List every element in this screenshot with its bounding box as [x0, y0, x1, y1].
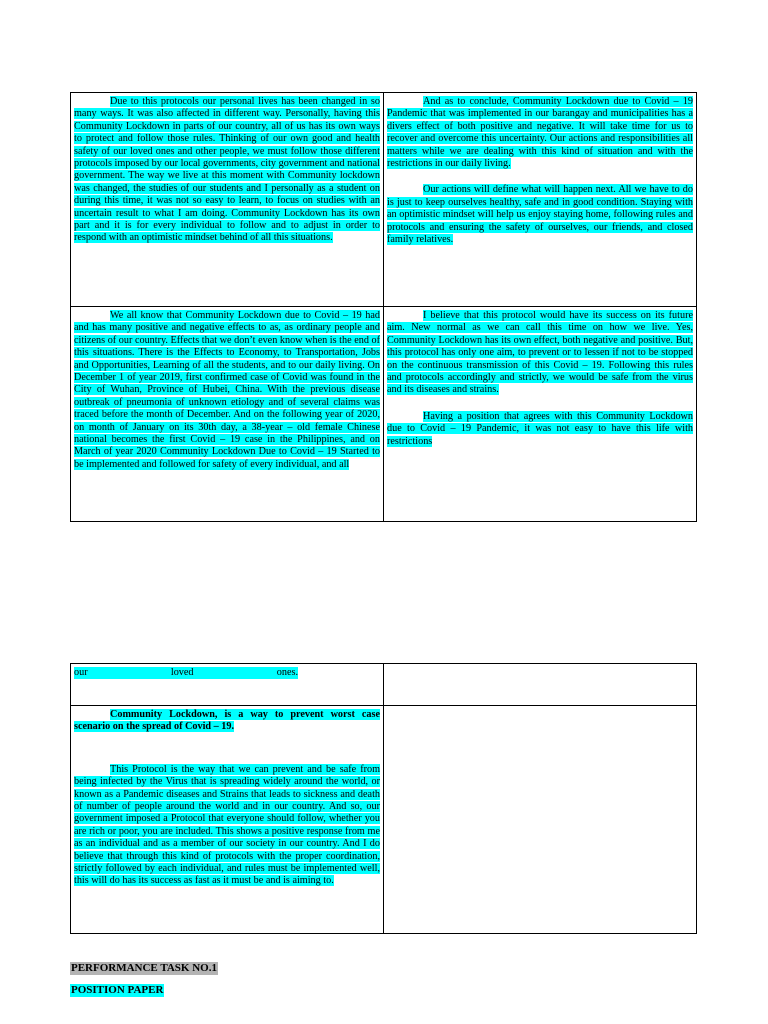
position-paper-label: POSITION PAPER — [71, 984, 164, 996]
paragraph-belief: I believe that this protocol would have its success on its future aim. New normal as we can call this time on how we live. Yes, Community Lockdown has its own effect, both negative and positive. But, this protocol has only one aim, to prevent or to lessen if not to be stopped on the continuous transmission of this Covid – 19. Following this rules and protocols accordingly and strictly, we would be safe from the virus and its diseases and strains. — [387, 310, 693, 396]
table-row — [71, 307, 697, 522]
table-row — [71, 93, 697, 307]
table-row — [71, 664, 697, 706]
word: loved — [170, 667, 194, 678]
paragraph-position: Having a position that agrees with this Community Lockdown due to Covid – 19 Pandemic, it was not easy to have this life with restrictions — [387, 410, 693, 447]
performance-task-label: PERFORMANCE TASK NO.1 — [71, 962, 217, 974]
word: our — [74, 667, 88, 678]
table-row — [71, 706, 697, 934]
word: ones. — [276, 667, 298, 678]
continued-line — [74, 667, 298, 679]
table-cell — [71, 307, 384, 522]
table-cell — [71, 93, 384, 307]
content-table-1 — [70, 92, 697, 522]
table-cell — [384, 93, 697, 307]
paragraph-conclusion: And as to conclude, Community Lockdown due to Covid – 19 Pandemic that was implemented in our barangay and municipalities has a divers effect of both positive and negative. It will take time for us to recover and overcome this uncertainty. Our actions and responsibilities all matters while we are dealing with this kind of situation and with the restrictions in our daily living. — [387, 96, 693, 170]
paragraph-effects-on-lives: Due to this protocols our personal lives has been changed in so many ways. It was also affected in different way. Personally, having this Community Lockdown in parts of our country, all of us has its own ways to protect and follow those rules. Thinking of our own good and health safety of our loved ones and other people, we must follow those different protocols imposed by our local governments, city government and national government. The way we live at this moment with Community lockdown was changed, the studies of our students and I personally as a student on during this time, it was not so easy to learn, to focus on studies with an uncertain result to what I am doing. Community Lockdown has its own part and it is for every individual to follow and to adjust in order to respond with an optimistic mindset behind of all this situations. — [74, 96, 380, 244]
section-heading: Community Lockdown, is a way to prevent worst case scenario on the spread of Covid – 19. — [74, 709, 380, 733]
paragraph-our-actions: Our actions will define what will happen next. All we have to do is just to keep ourselves healthy, safe and in good condition. Staying with an optimistic mindset will help us enjoy staying home, following rules and protocols and ensuring the safety of ourselves, our friends, and closed family relatives. — [387, 184, 693, 246]
table-cell — [384, 307, 697, 522]
table-cell-empty — [384, 664, 697, 706]
table-cell — [71, 664, 384, 706]
table-cell — [71, 706, 384, 934]
paragraph-background: We all know that Community Lockdown due to Covid – 19 had and has many positive and negative effects to as, as ordinary people and citizens of our country. Effects that we don’t even know when is the end of this situations. There is the Effects to Economy, to Transportation, Jobs and Opportunities, Learning of all the students, and to our daily living. On December 1 of year 2019, first confirmed case of Covid was found in the City of Wuhan, Province of Hubei, China. With the previous disease outbreak of pneumonia of unknown etiology and of several claims was traced before the month of December. And on the following year of 2020, on month of January on its 30th day, a 38-year – old female Chinese national becomes the first Covid – 19 case in the Philippines, and on March of year 2020 Community Lockdown Due to Covid – 19 Started to be implemented and followed for safety of every individual, and all — [74, 310, 380, 470]
paragraph-protocol: This Protocol is the way that we can prevent and be safe from being infected by the Virus that is spreading widely around the world, or known as a Pandemic diseases and Strains that leads to sickness and death of number of people around the world and in our country. And so, our government imposed a Protocol that everyone should follow, whether you are rich or poor, you are included. This shows a positive response from me as an individual and as a member of our society in our country. And I do believe that through this kind of protocols with the proper coordination, strictly followed by each individual, and rules must be implemented well, this will do has its success as fast as it must be and is aiming to. — [74, 763, 380, 887]
table-cell-empty — [384, 706, 697, 934]
content-table-2 — [70, 663, 697, 934]
